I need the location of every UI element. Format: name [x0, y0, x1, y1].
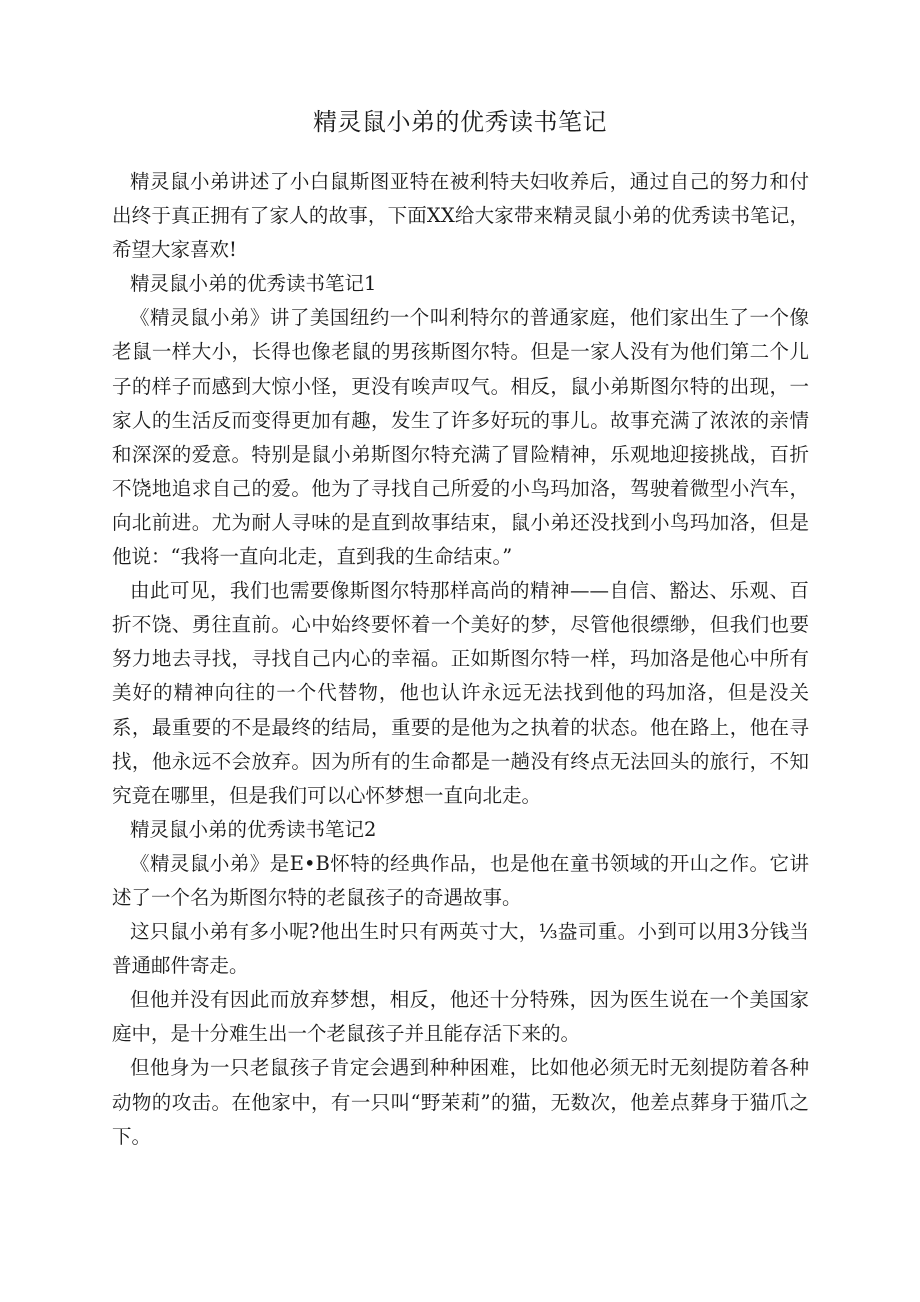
section-heading-2: 精灵鼠小弟的优秀读书笔记2: [130, 817, 377, 841]
body-paragraph: 但他并没有因此而放弃梦想，相反，他还十分特殊，因为医生说在一个美国家庭中，是十分难生出一个老鼠孩子并且能存活下来的。: [112, 988, 809, 1046]
body-paragraph: 《精灵鼠小弟》是E•B怀特的经典作品，也是他在童书领域的开山之作。它讲述了一个名为斯图尔特的老鼠孩子的奇遇故事。: [112, 851, 809, 909]
document-body: [112, 165, 809, 1154]
section-heading-1: 精灵鼠小弟的优秀读书笔记1: [130, 272, 377, 296]
document-title: 精灵鼠小弟的优秀读书笔记: [313, 108, 607, 136]
body-paragraph: 这只鼠小弟有多小呢?他出生时只有两英寸大，⅓盎司重。小到可以用3分钱当普通邮件寄走。: [112, 920, 809, 978]
body-paragraph: 《精灵鼠小弟》讲了美国纽约一个叫利特尔的普通家庭，他们家出生了一个像老鼠一样大小，长得也像老鼠的男孩斯图尔特。但是一家人没有为他们第二个儿子的样子而感到大惊小怪，更没有唉声叹气。相反，鼠小弟斯图尔特的出现，一家人的生活反而变得更加有趣，发生了许多好玩的事儿。故事充满了浓浓的亲情和深深的爱意。特别是鼠小弟斯图尔特充满了冒险精神，乐观地迎接挑战，百折不饶地追求自己的爱。他为了寻找自己所爱的小鸟玛加洛，驾驶着微型小汽车，向北前进。尤为耐人寻味的是直到故事结束，鼠小弟还没找到小鸟玛加洛，但是他说：“我将一直向北走，直到我的生命结束。”: [112, 306, 809, 569]
body-paragraph: 但他身为一只老鼠孩子肯定会遇到种种困难，比如他必须无时无刻提防着各种动物的攻击。在他家中，有一只叫“野茉莉”的猫，无数次，他差点葬身于猫爪之下。: [112, 1056, 809, 1148]
intro-paragraph: 精灵鼠小弟讲述了小白鼠斯图亚特在被利特夫妇收养后，通过自己的努力和付出终于真正拥有了家人的故事，下面XX给大家带来精灵鼠小弟的优秀读书笔记，希望大家喜欢!: [112, 170, 809, 262]
body-paragraph: 由此可见，我们也需要像斯图尔特那样高尚的精神——自信、豁达、乐观、百折不饶、勇往直前。心中始终要怀着一个美好的梦，尽管他很缥缈，但我们也要努力地去寻找，寻找自己内心的幸福。正如斯图尔特一样，玛加洛是他心中所有美好的精神向往的一个代替物，他也认许永远无法找到他的玛加洛，但是没关系，最重要的不是最终的结局，重要的是他为之执着的状态。他在路上，他在寻找，他永远不会放弃。因为所有的生命都是一趟没有终点无法回头的旅行，不知究竟在哪里，但是我们可以心怀梦想一直向北走。: [112, 579, 809, 807]
